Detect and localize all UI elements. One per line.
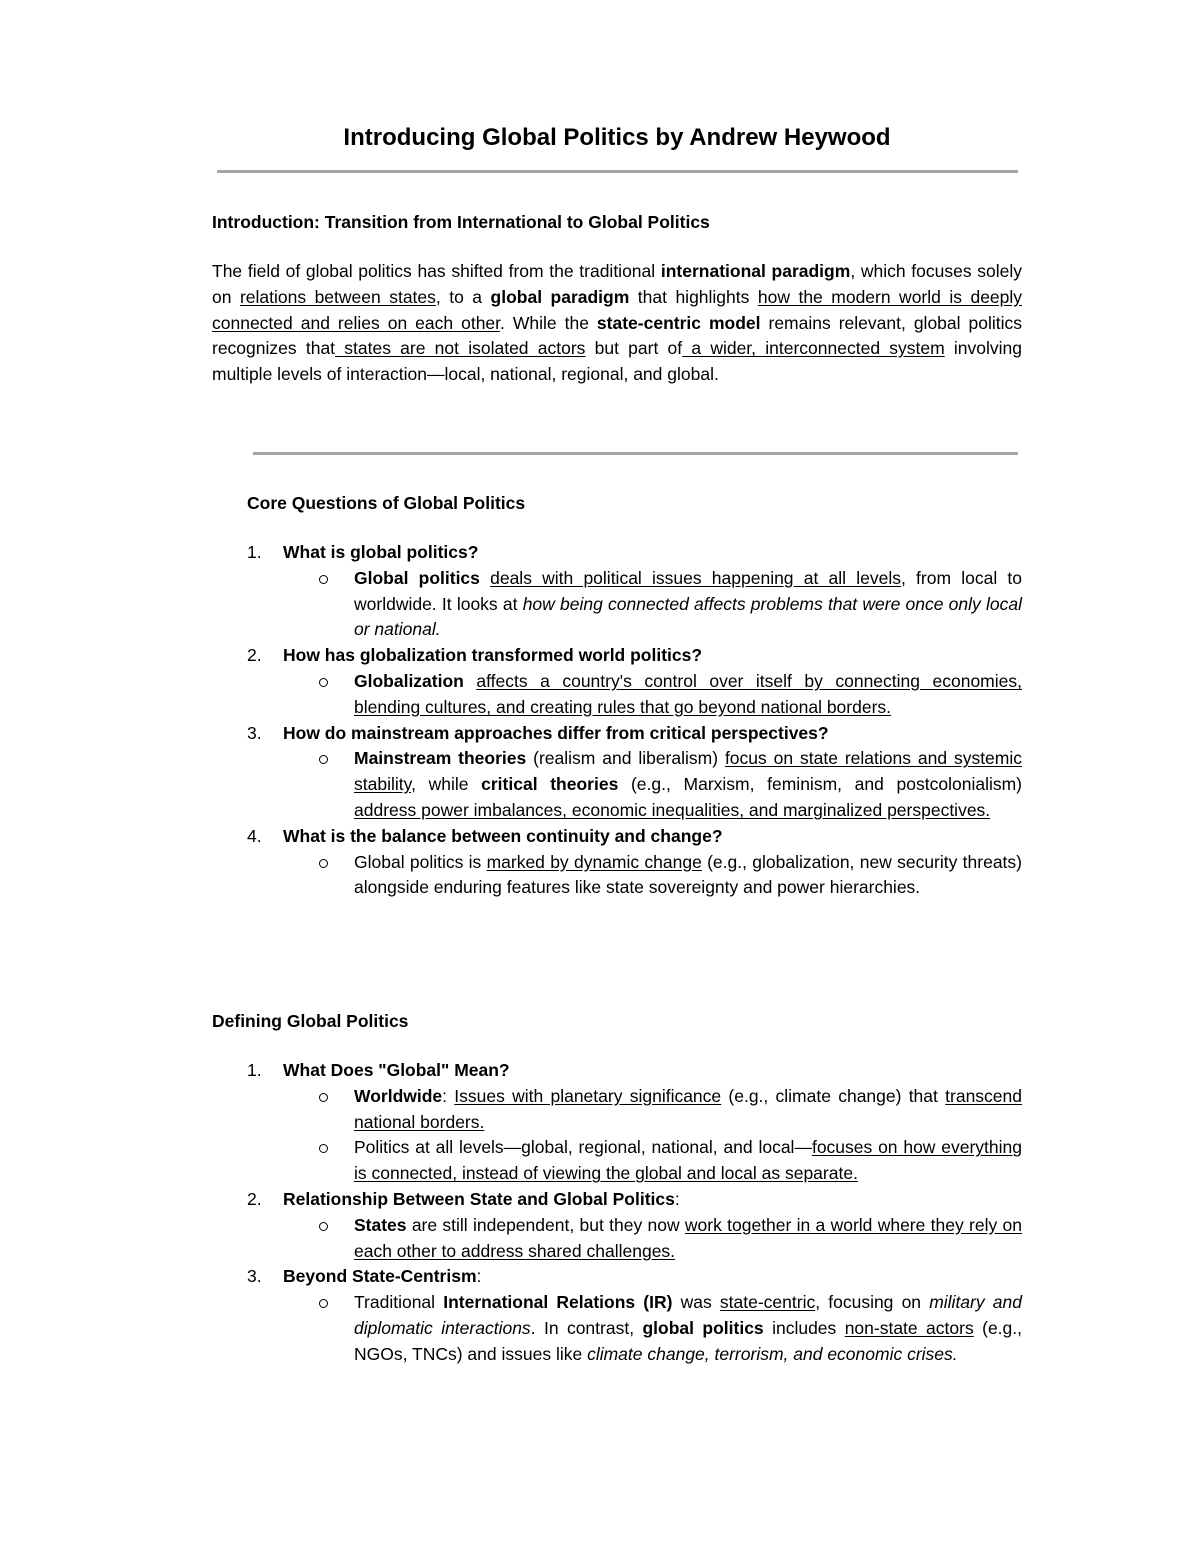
point-text: Mainstream theories (realism and liberalism) focus on state relations and systemic stability, while critical theories (e.g., Marxism, feminism, and postcolonialism) address power imbalances, economic inequalities, and marginalized perspectives. [354, 748, 1023, 820]
point-item [283, 669, 1022, 721]
point-text: Politics at all levels—global, regional, national, and local—focuses on how everything is connected, instead of viewing the global and local as separate. [354, 1137, 1022, 1184]
hollow-bullet-icon [319, 859, 328, 868]
point-text: Traditional International Relations (IR) was state-centric, focusing on military and diplomatic interactions. In contrast, global politics includes non-state actors (e.g., NGOs, TNCs) and issues like climate change, terrorism, and economic crises. [354, 1292, 1023, 1364]
point-text: States are still independent, but they now work together in a world where they rely on each other to address shared challenges. [354, 1214, 1022, 1261]
question-item [212, 721, 1022, 824]
core-questions-list [212, 540, 1022, 901]
question-item [212, 824, 1022, 901]
question-points [283, 1084, 1022, 1187]
section-heading-core-questions: Core Questions of Global Politics [247, 493, 526, 513]
intro-heading: Introduction: Transition from International to Global Politics [212, 212, 710, 232]
question-title: What is global politics? [283, 542, 479, 562]
hollow-bullet-icon [319, 1222, 328, 1231]
question-item [212, 1058, 1022, 1187]
question-item [212, 643, 1022, 720]
point-item [283, 1290, 1022, 1367]
question-number: 3. [247, 1266, 262, 1287]
question-points [283, 669, 1022, 721]
question-title: How do mainstream approaches differ from critical perspectives? [283, 722, 829, 743]
question-title: What is the balance between continuity and change? [283, 825, 723, 846]
point-item [283, 566, 1022, 643]
point-item [283, 1084, 1022, 1136]
question-number: 1. [247, 1060, 262, 1080]
point-text: Globalization affects a country's control over itself by connecting economies, blending cultures, and creating rules that go beyond national borders. [354, 670, 1022, 717]
question-points [283, 1290, 1022, 1367]
document-title: Introducing Global Politics by Andrew Heywood [343, 124, 891, 151]
point-item [283, 1213, 1022, 1265]
question-title: How has globalization transformed world politics? [283, 645, 703, 666]
question-number: 4. [247, 825, 262, 846]
defining-list [212, 1058, 1022, 1368]
question-number: 2. [247, 1188, 262, 1209]
hollow-bullet-icon [319, 678, 328, 687]
question-points [283, 850, 1022, 902]
section-heading-defining: Defining Global Politics [212, 1011, 409, 1031]
point-text: Worldwide: Issues with planetary significance (e.g., climate change) that transcend national borders. [354, 1085, 1022, 1132]
point-text: Global politics deals with political issues happening at all levels, from local to worldwide. It looks at how being connected affects problems that were once only local or national. [354, 567, 1022, 640]
question-title: Relationship Between State and Global Politics: [283, 1188, 680, 1209]
point-text: Global politics is marked by dynamic change (e.g., globalization, new security threats) alongside enduring features like state sovereignty and power hierarchies. [354, 851, 1022, 898]
intro-paragraph: The field of global politics has shifted from the traditional international paradigm, which focuses solely on relations between states, to a global paradigm that highlights how the modern world is deeply connected and relies on each other. While the state-centric model remains relevant, global politics recognizes that states are not isolated actors but part of a wider, interconnected system involving multiple levels of interaction—local, national, regional, and global. [212, 261, 1023, 385]
hollow-bullet-icon [319, 1144, 328, 1153]
question-item [212, 1187, 1022, 1264]
question-number: 2. [247, 645, 262, 666]
hollow-bullet-icon [319, 755, 328, 764]
point-item [283, 1135, 1022, 1187]
point-item [283, 850, 1022, 902]
question-points [283, 1213, 1022, 1265]
hollow-bullet-icon [319, 1093, 328, 1102]
question-points [283, 746, 1022, 823]
question-number: 3. [247, 722, 262, 743]
horizontal-rule [217, 170, 1018, 173]
horizontal-rule [253, 452, 1018, 455]
point-item [283, 746, 1022, 823]
hollow-bullet-icon [319, 575, 328, 584]
question-title: What Does "Global" Mean? [283, 1060, 510, 1080]
question-number: 1. [247, 542, 262, 562]
question-points [283, 566, 1022, 643]
question-item [212, 1264, 1022, 1367]
hollow-bullet-icon [319, 1299, 328, 1308]
question-title: Beyond State-Centrism: [283, 1266, 482, 1287]
question-item [212, 540, 1022, 643]
